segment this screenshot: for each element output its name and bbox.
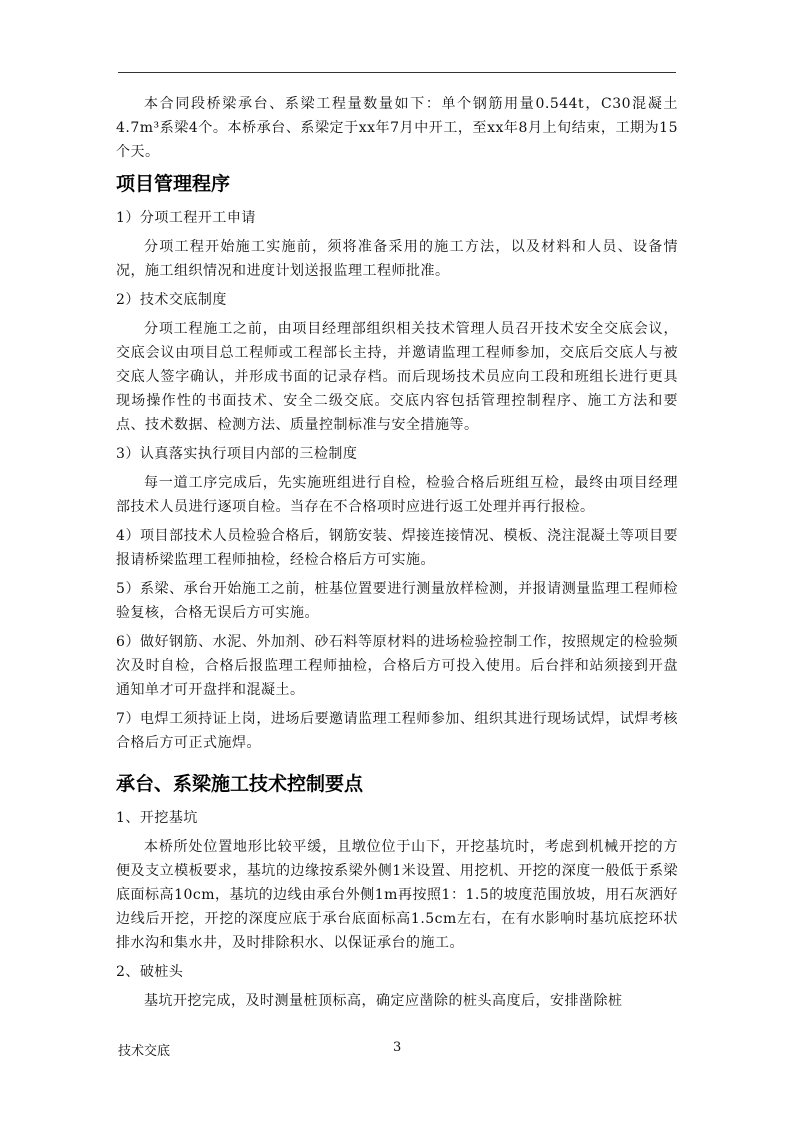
body-paragraph: 分项工程施工之前，由项目经理部组织相关技术管理人员召开技术安全交底会议，交底会议由项目总工程师或工程部长主持，并邀请监理工程师参加，交底后交底人与被交底人签字确认，并形成书面的记录存档。而后现场技术员应向工段和班组长进行更具现场操作性的书面技术、安全二级交底。交底内容包括管理控制程序、施工方法和要点、技术数据、检测方法、质量控制标准与安全措施等。 bbox=[116, 321, 678, 433]
header-rule bbox=[118, 72, 676, 73]
section-technical bbox=[116, 806, 678, 1013]
list-item: 4）项目部技术人员检验合格后，钢筋安装、焊接连接情况、模板、浇注混凝土等项目要报请桥梁监理工程师抽检，经检合格后方可实施。 bbox=[116, 528, 678, 568]
page-number: 3 bbox=[393, 1040, 402, 1055]
section-title-management: 项目管理程序 bbox=[116, 173, 231, 195]
list-item: 5）系梁、承台开始施工之前，桩基位置要进行测量放样检测，并报请测量监理工程师检验复核，合格无误后方可实施。 bbox=[116, 581, 678, 621]
list-item: 7）电焊工须持证上岗，进场后要邀请监理工程师参加、组织其进行现场试焊，试焊考核合格后方可正式施焊。 bbox=[116, 711, 678, 751]
body-paragraph: 本桥所处位置地形比较平缓，且墩位位于山下，开挖基坑时，考虑到机械开挖的方便及支立模板要求，基坑的边缘按系梁外侧1米设置、用挖机、开挖的深度一般低于系梁底面标高10cm，基坑的边线由承台外侧1m再按照1：1.5的坡度范围放坡，用石灰洒好边线后开挖，开挖的深度应底于承台底面标高1.5cm左右，在有水影响时基坑底挖环状排水沟和集水井，及时排除积水、以保证承台的施工。 bbox=[116, 839, 678, 951]
document-body bbox=[116, 92, 678, 1018]
list-item: 1）分项工程开工申请 bbox=[116, 210, 256, 226]
body-paragraph: 基坑开挖完成，及时测量桩顶标高，确定应凿除的桩头高度后，安排凿除桩 bbox=[144, 993, 623, 1009]
body-paragraph: 分项工程开始施工实施前，须将准备采用的施工方法，以及材料和人员、设备情况，施工组织情况和进度计划送报监理工程师批准。 bbox=[116, 239, 678, 279]
section-title-technical: 承台、系梁施工技术控制要点 bbox=[116, 773, 364, 795]
list-item: 3）认真落实执行项目内部的三检制度 bbox=[116, 446, 358, 462]
section-management bbox=[116, 206, 678, 755]
list-item: 2）技术交底制度 bbox=[116, 292, 227, 308]
list-item: 6）做好钢筋、水泥、外加剂、砂石料等原材料的进场检验控制工作，按照规定的检验频次及时自检，合格后报监理工程师抽检，合格后方可投入使用。后台拌和站须接到开盘通知单才可开盘拌和混凝土。 bbox=[116, 634, 678, 698]
body-paragraph: 每一道工序完成后，先实施班组进行自检，检验合格后班组互检，最终由项目经理部技术人员进行逐项自检。当存在不合格项时应进行返工处理并再行报检。 bbox=[116, 475, 678, 515]
footer-label: 技术交底 bbox=[118, 1044, 171, 1059]
list-item: 1、开挖基坑 bbox=[116, 810, 198, 826]
list-item: 2、破桩头 bbox=[116, 964, 184, 980]
intro-paragraph: 本合同段桥梁承台、系梁工程量数量如下：单个钢筋用量0.544t，C30混凝土4.7m³系梁4个。本桥承台、系梁定于xx年7月中开工，至xx年8月上旬结束，工期为15个天。 bbox=[116, 96, 678, 160]
